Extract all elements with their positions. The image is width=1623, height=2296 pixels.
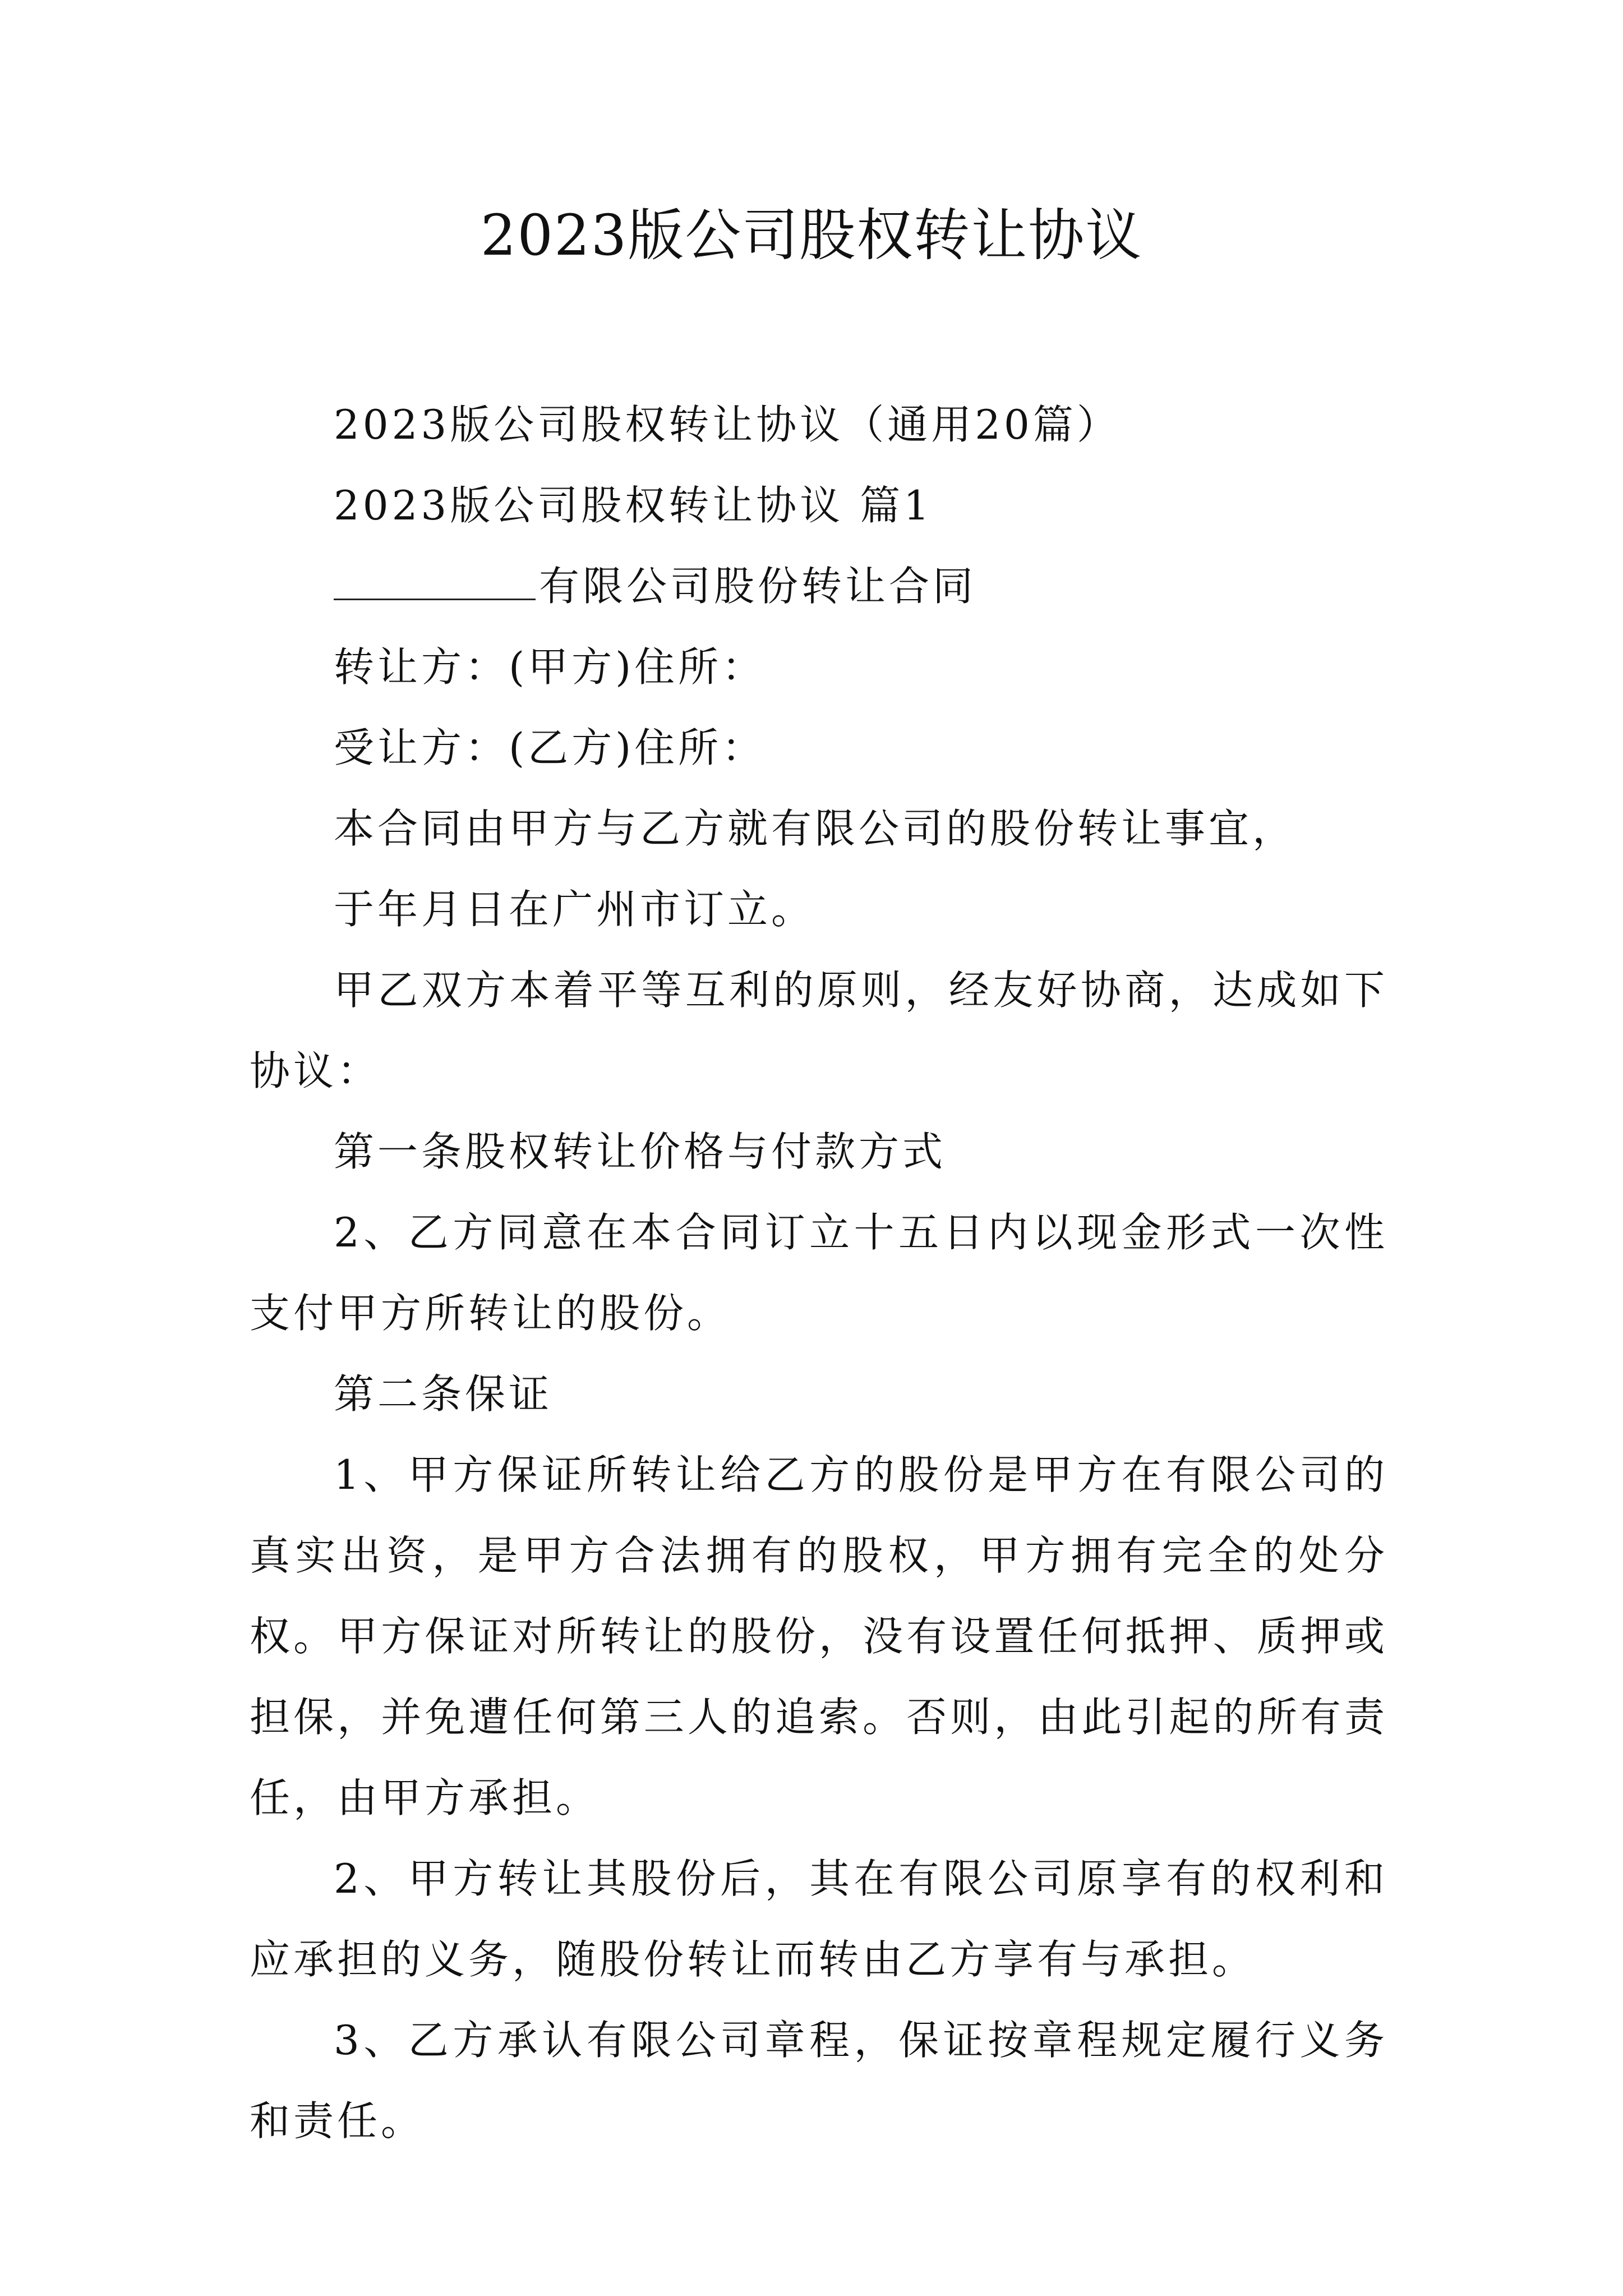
article-heading: 第一条股权转让价格与付款方式	[334, 1128, 947, 1175]
transferor-line: 转让方：(甲方)住所：	[334, 643, 766, 691]
document-body	[250, 384, 1388, 2161]
company-name-blank	[334, 563, 536, 600]
transferee-line: 受让方：(乙方)住所：	[334, 724, 766, 771]
paragraph: 本合同由甲方与乙方就有限公司的股份转让事宜，	[334, 805, 1297, 852]
paragraph: 2、甲方转让其股份后，其在有限公司原享有的权利和应承担的义务，随股份转让而转由乙方享有与承担。	[250, 1855, 1388, 1983]
contract-name-text: 有限公司股份转让合同	[539, 563, 977, 610]
document-title: 2023版公司股权转让协议	[480, 203, 1143, 268]
paragraph: 于年月日在广州市订立。	[334, 886, 815, 933]
article-heading: 第二条保证	[334, 1370, 553, 1418]
paragraph: 3、乙方承认有限公司章程，保证按章程规定履行义务和责任。	[250, 2017, 1388, 2145]
paragraph: 1、甲方保证所转让给乙方的股份是甲方在有限公司的真实出资，是甲方合法拥有的股权，甲方拥有完全的处分权。甲方保证对所转让的股份，没有设置任何抵押、质押或担保，并免遭任何第三人的追索。否则，由此引起的所有责任，由甲方承担。	[250, 1451, 1388, 1821]
contract-name-line	[250, 546, 1388, 627]
paragraph: 甲乙双方本着平等互利的原则，经友好协商，达成如下协议：	[250, 967, 1388, 1094]
section-heading: 2023版公司股权转让协议 篇1	[334, 482, 933, 529]
subtitle-line: 2023版公司股权转让协议（通用20篇）	[334, 401, 1121, 448]
paragraph: 2、乙方同意在本合同订立十五日内以现金形式一次性支付甲方所转让的股份。	[250, 1209, 1388, 1337]
